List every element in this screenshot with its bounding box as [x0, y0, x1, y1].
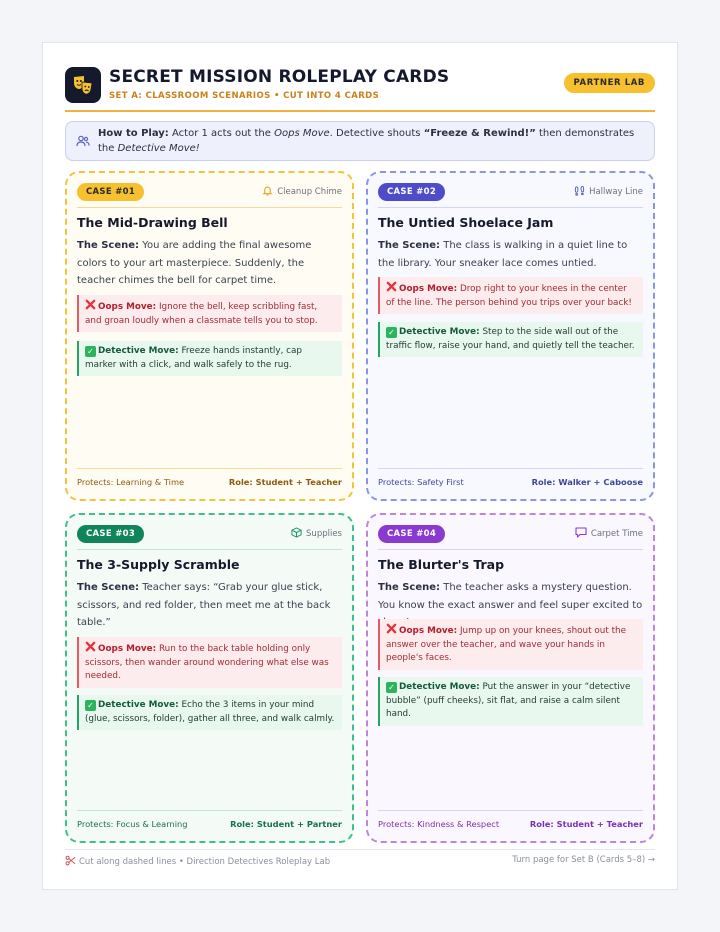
detective-move-box [378, 322, 643, 357]
detective-label: Detective Move: [98, 700, 179, 710]
card-scene [378, 237, 643, 272]
footer-left-text: Cut along dashed lines • Direction Detectives Roleplay Lab [79, 857, 331, 867]
box-icon [291, 527, 302, 541]
scene-text: Teacher says: “Grab your glue stick, scissors, and red folder, then meet me at the back table.” [77, 582, 331, 628]
detective-text: Echo the 3 items in your mind (glue, scissors, folder), gather all three, and walk calmly. [85, 700, 335, 724]
detective-text: Freeze hands instantly, cap marker with a click, and walk safely to the rug. [85, 346, 302, 370]
oops-move-box [378, 619, 643, 670]
footer-left [65, 855, 330, 869]
cross-mark-icon [85, 641, 96, 652]
page-subtitle: SET A: CLASSROOM SCENARIOS • CUT INTO 4 CARDS [109, 91, 380, 101]
oops-label: Oops Move: [399, 284, 458, 294]
howto-text-3: then demonstrates the [98, 128, 635, 154]
card-bottom-divider [378, 468, 643, 469]
how-to-play-label: How to Play: [98, 128, 169, 139]
oops-label: Oops Move: [98, 302, 157, 312]
detective-move-box [77, 341, 342, 376]
card-top-divider [378, 207, 643, 208]
header [65, 65, 655, 111]
card-bottom-divider [77, 468, 342, 469]
scene-text: You are adding the final awesome colors to your art masterpiece. Suddenly, the teacher chimes the bell for carpet time. [77, 240, 312, 286]
how-to-play-box [65, 121, 655, 161]
oops-label: Oops Move: [399, 626, 458, 636]
oops-label: Oops Move: [98, 644, 157, 654]
partner-lab-badge: PARTNER LAB [564, 73, 656, 93]
howto-text-2: . Detective shouts [329, 128, 424, 139]
card-bottom-divider [77, 810, 342, 811]
case-badge: CASE #02 [378, 183, 445, 201]
howto-detective-move: Detective Move! [117, 143, 200, 154]
card-scene [77, 579, 342, 632]
roleplay-card-02 [366, 171, 655, 501]
scene-label: The Scene: [77, 240, 140, 251]
card-tag-label: Cleanup Chime [277, 187, 342, 197]
case-badge: CASE #04 [378, 525, 445, 543]
card-title: The 3-Supply Scramble [77, 557, 240, 572]
speech-bubble-icon [575, 527, 587, 541]
oops-text: Run to the back table holding only scissors, then wander around wondering what else was needed. [85, 644, 329, 681]
roleplay-card-04 [366, 513, 655, 843]
roleplay-card-03 [65, 513, 354, 843]
roleplay-card-01 [65, 171, 354, 501]
oops-text: Ignore the bell, keep scribbling fast, and groan loudly when a classmate tells you to stop. [85, 302, 318, 326]
page-title: SECRET MISSION ROLEPLAY CARDS [109, 67, 450, 87]
cross-mark-icon [85, 299, 96, 310]
card-tag [574, 185, 643, 199]
scene-label: The Scene: [378, 240, 441, 251]
howto-shout: “Freeze & Rewind!” [423, 128, 536, 139]
worksheet-page [42, 42, 678, 890]
check-mark-icon: ✓ [85, 346, 96, 357]
card-tag [575, 527, 643, 541]
protects-text: Protects: Kindness & Respect [378, 819, 500, 829]
check-mark-icon: ✓ [386, 682, 397, 693]
oops-move-box [77, 295, 342, 332]
oops-move-box [77, 637, 342, 688]
footprints-icon [574, 185, 585, 199]
detective-move-box [378, 677, 643, 726]
card-scene [77, 237, 342, 290]
users-icon [76, 134, 90, 153]
header-divider [65, 110, 655, 112]
card-title: The Untied Shoelace Jam [378, 215, 554, 230]
card-tag-label: Supplies [306, 529, 342, 539]
scene-text: The class is walking in a quiet line to the library. Your sneaker lace comes untied. [378, 240, 628, 269]
card-top-divider [77, 207, 342, 208]
card-tag-label: Carpet Time [590, 529, 643, 539]
card-title: The Blurter's Trap [378, 557, 505, 572]
oops-text: Drop right to your knees in the center of the line. The person behind you trips over your back! [386, 284, 632, 308]
card-title: The Mid-Drawing Bell [77, 215, 228, 230]
role-text: Role: Walker + Caboose [531, 477, 643, 487]
howto-oops-move: Oops Move [274, 128, 330, 139]
case-badge: CASE #03 [77, 525, 144, 543]
role-text: Role: Student + Partner [230, 819, 342, 829]
detective-move-box [77, 695, 342, 730]
case-badge: CASE #01 [77, 183, 144, 201]
oops-text: Jump up on your knees, shout out the answer over the teacher, and wave your hands in people's faces. [386, 626, 627, 663]
scissors-icon [65, 855, 76, 869]
role-text: Role: Student + Teacher [529, 819, 643, 829]
cross-mark-icon [386, 623, 397, 634]
detective-text: Put the answer in your “detective bubble” (puff cheeks), sit flat, and raise a calm silent hand. [386, 682, 631, 719]
check-mark-icon: ✓ [386, 327, 397, 338]
detective-label: Detective Move: [399, 682, 480, 692]
check-mark-icon: ✓ [85, 700, 96, 711]
role-text: Role: Student + Teacher [228, 477, 342, 487]
card-tag [262, 185, 342, 199]
cross-mark-icon [386, 281, 397, 292]
protects-text: Protects: Safety First [378, 477, 464, 487]
card-bottom-divider [378, 810, 643, 811]
protects-text: Protects: Focus & Learning [77, 819, 188, 829]
detective-text: Step to the side wall out of the traffic flow, raise your hand, and quietly tell the teacher. [386, 327, 635, 351]
scene-label: The Scene: [378, 582, 441, 593]
howto-text-1: Actor 1 acts out the [168, 128, 275, 139]
card-top-divider [77, 549, 342, 550]
detective-label: Detective Move: [399, 327, 480, 337]
theater-masks-logo-icon [65, 67, 101, 103]
card-tag-label: Hallway Line [589, 187, 643, 197]
scene-text: The teacher asks a mystery question. You know the exact answer and feel super excited to [378, 582, 643, 611]
detective-label: Detective Move: [98, 346, 179, 356]
scene-label: The Scene: [77, 582, 140, 593]
protects-text: Protects: Learning & Time [77, 477, 185, 487]
card-top-divider [378, 549, 643, 550]
footer-right-text: Turn page for Set B (Cards 5–8) → [512, 855, 655, 865]
oops-move-box [378, 277, 643, 314]
card-tag [291, 527, 342, 541]
bell-icon [262, 185, 273, 199]
footer-divider [65, 849, 655, 850]
